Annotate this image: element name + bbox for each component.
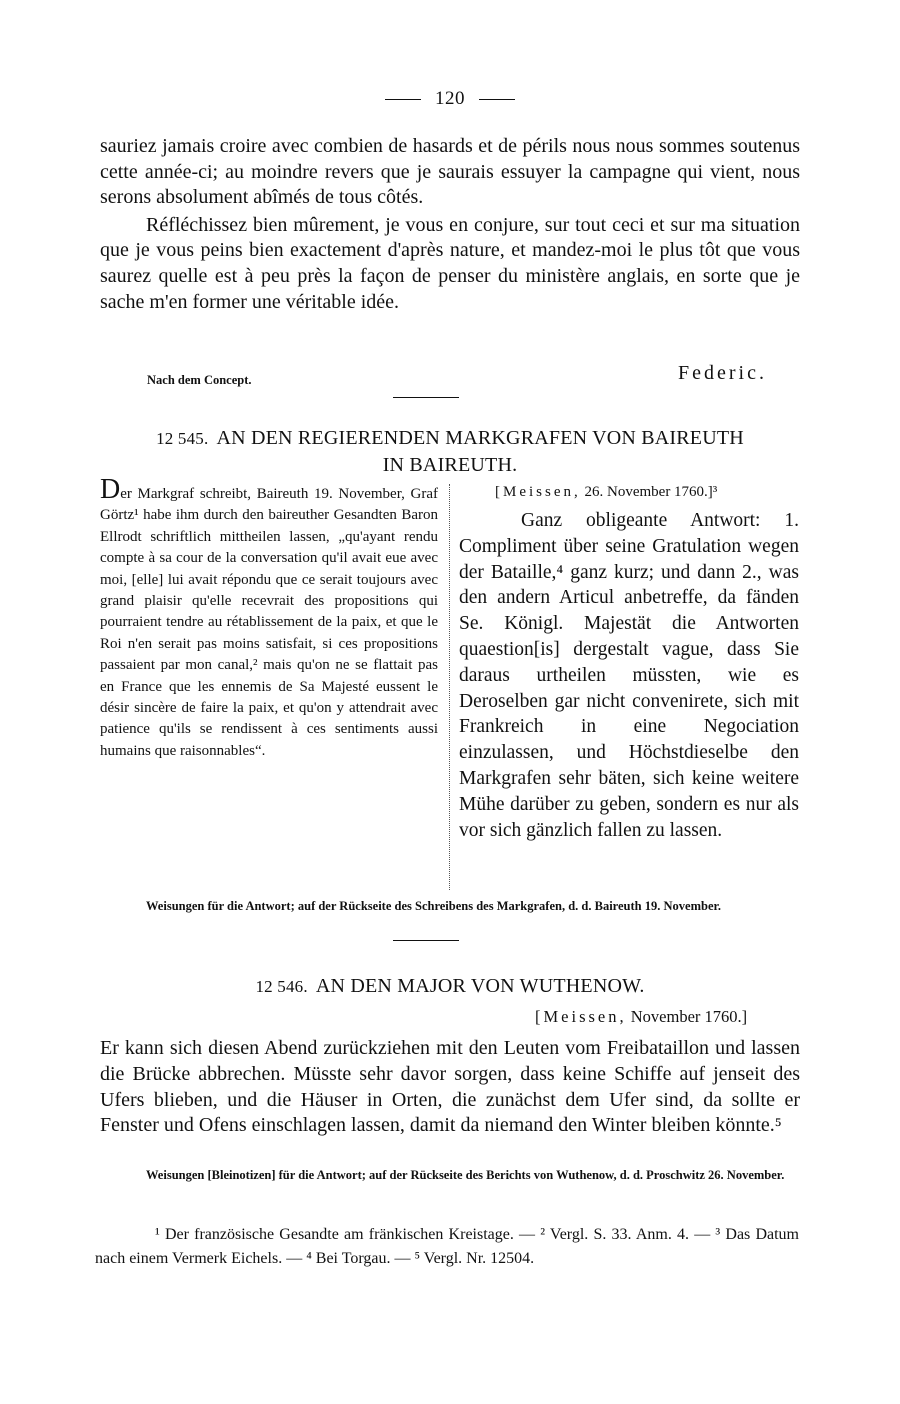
instruction-note-2: Weisungen [Bleinotizen] für die Antwort; auf der Rückseite des Berichts von Wuthenow, d. d. Proschwitz 26. November. [146, 1168, 785, 1182]
date-rest: 26. November 1760.]³ [584, 484, 718, 500]
signature: Federic. [678, 362, 767, 384]
header-dash-left [385, 99, 421, 100]
section-rule-2 [393, 940, 459, 941]
footnote-text: ¹ Der französische Gesandte am fränkischen Kreistage. — ² Vergl. S. 33. Anm. 4. — ³ Das Datum nach einem Vermerk Eichels. — ⁴ Bei Torgau. — ⁵ Vergl. Nr. 12504. [95, 1226, 799, 1267]
heading-line-2: IN BAIREUTH. [382, 454, 518, 476]
source-note: Nach dem Concept. [147, 373, 252, 387]
header-dash-right [479, 99, 515, 100]
running-header [0, 88, 900, 110]
letter-number: 12 545. [156, 429, 209, 448]
dropcap: D [100, 474, 121, 505]
section-heading-12546 [90, 973, 810, 1000]
letter-body-12546 [100, 1036, 800, 1139]
paragraph-2: Réfléchissez bien mûrement, je vous en conjure, sur tout ceci et sur ma situation que je vous peins bien exactement d'après nature, et mandez-moi le plus tôt que vous saurez quelle est à peu près la façon de penser du ministère anglais, en sorte que je sache m'en former une véritable idée. [100, 213, 800, 313]
heading-title: AN DEN MAJOR VON WUTHENOW. [315, 975, 645, 997]
section-rule-1 [393, 397, 459, 398]
body-text: Er kann sich diesen Abend zurückziehen mit den Leuten vom Freibataillon und lassen die Brücke abbrechen. Müsste sehr davor sorgen, dass keine Schiffe auf jenseit des Ufers blieben, und die Häuser in Orten, die zunächst dem Ufer sind, da sollte er Fenster und Ofens einschlagen lassen, damit da niemand den Winter bleiben könnte.⁵ [100, 1037, 800, 1137]
date-place: [Meissen, [535, 1007, 627, 1026]
summary-column [100, 474, 438, 762]
section-heading-12545 [90, 425, 810, 478]
instruction-note-1: Weisungen für die Antwort; auf der Rückseite des Schreibens des Markgrafen, d. d. Baireuth 19. November. [146, 899, 722, 913]
heading-line-1: AN DEN REGIERENDEN MARKGRAFEN VON BAIREUTH [216, 427, 744, 449]
letter-number: 12 546. [255, 977, 308, 996]
column-divider [449, 484, 450, 890]
paragraph-1: sauriez jamais croire avec combien de hasards et de périls nous nous sommes soutenus cette année-ci; au moindre revers que je saurais essuyer la campagne qui vient, nous serons absolument abîmés de tous côtés. [100, 135, 800, 209]
footnotes [95, 1223, 799, 1271]
date-line [495, 482, 799, 502]
summary-text [100, 474, 438, 762]
reply-text: Ganz obligeante Antwort: 1. Compliment über seine Gratulation wegen der Bataille,⁴ ganz kurz; und dann 2., was den andern Articul anbetreffe, da fänden Se. Königl. Majestät die Antworten quaestion[is] dergestalt vague, dass Sie daraus urtheilen müssten, wie es Deroselben gar nicht convenirete, sich mit Frankreich in eine Negociation einzulassen, und Höchstdieselbe den Markgrafen sehr bäten, sich keine weitere Mühe darüber zu geben, sondern es nur als vor sich gänzlich fallen zu lassen. [459, 510, 799, 841]
letter-continuation [100, 134, 800, 315]
page-number: 120 [435, 88, 465, 109]
reply-column [459, 482, 799, 843]
summary-body: er Markgraf schreibt, Baireuth 19. November, Graf Görtz¹ habe ihm durch den baireuther Gesandten Baron Ellrodt schriftlich mittheilen lassen, „qu'ayant rendu compte à sa cour de la conversation qu'il avait eue avec moi, [elle] lui avait répondu que ce serait toujours avec grand plaisir qu'elle recevrait des propositions qui pourraient tendre au rétablissement de la paix, et que le Roi n'en serait pas moins satisfait, si ces propositions passaient par mon canal,² mais qu'on ne se flattait pas en France que les ennemis de Sa Majesté eussent le désir sincère de faire la paix, et qu'on y attendrait avec patience qu'ils se rendissent à ces sentiments aussi humains que raisonnables“. [100, 486, 438, 759]
date-line-2 [535, 1007, 747, 1027]
date-rest: November 1760.] [630, 1007, 748, 1026]
date-place: [Meissen, [495, 484, 581, 500]
